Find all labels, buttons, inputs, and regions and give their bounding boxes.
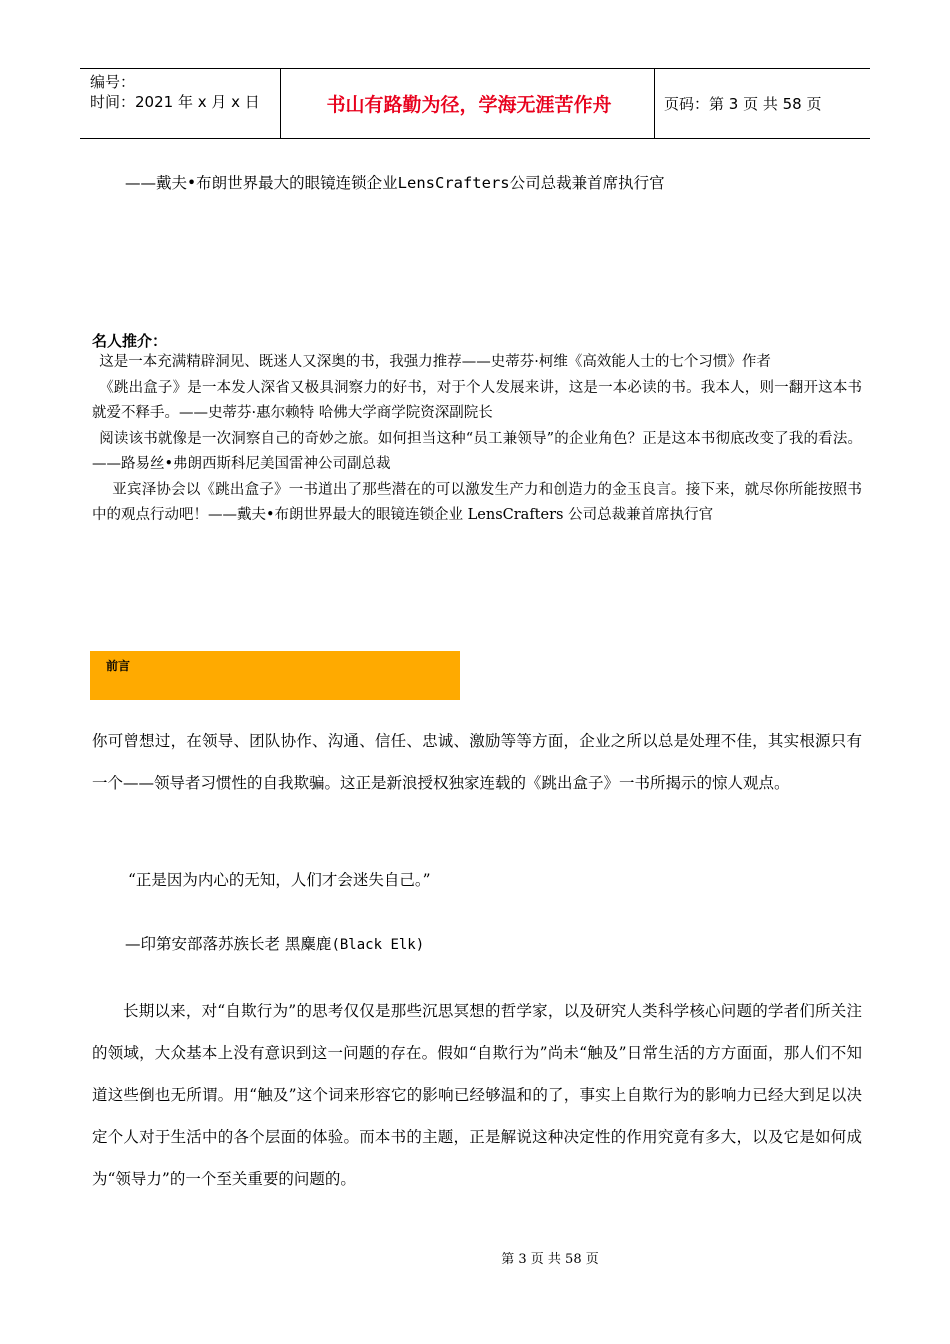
quote-signature-prefix: ——戴夫•布朗世界最大的眼镜连锁企业 <box>125 174 398 192</box>
number-label: 编号： <box>90 73 136 91</box>
header-divider <box>280 69 281 138</box>
header-page-info: 页码：第 3 页 共 58 页 <box>664 95 822 113</box>
recommendation-item: 这是一本充满精辟洞见、既迷人又深奥的书，我强力推荐——史蒂芬·柯维《高效能人士的七个习惯》作者 <box>99 354 771 370</box>
preface-banner <box>90 651 460 700</box>
recommendation-item: 阅读该书就像是一次洞察自己的奇妙之旅。如何担当这种“员工兼领导”的企业角色？正是这本书彻底改变了我的看法。——路易丝•弗朗西斯科尼美国雷神公司副总裁 <box>92 430 862 472</box>
epigraph-source-latin: (Black Elk) <box>331 937 425 953</box>
quote-signature-brand: LensCrafters <box>397 174 510 192</box>
preface-body: 长期以来，对“自欺行为”的思考仅仅是那些沉思冥想的哲学家，以及研究人类科学核心问题的学者们所关注的领域，大众基本上没有意识到这一问题的存在。假如“自欺行为”尚未“触及”日常生活的方方面面，那人们不知道这些倒也无所谓。用“触及”这个词来形容它的影响已经够温和的了，事实上自欺行为的影响力已经大到足以决定个人对于生活中的各个层面的体验。而本书的主题，正是解说这种决定性的作用究竟有多大，以及它是如何成为“领导力”的一个至关重要的问题的。 <box>92 1002 862 1188</box>
header-motto: 书山有路勤为径，学海无涯苦作舟 <box>326 94 612 116</box>
epigraph-source <box>125 932 424 954</box>
epigraph: “正是因为内心的无知，人们才会迷失自己。” <box>128 871 431 889</box>
page-header <box>80 68 870 139</box>
preface-intro: 你可曾想过，在领导、团队协作、沟通、信任、忠诚、激励等等方面，企业之所以总是处理不佳，其实根源只有一个——领导者习惯性的自我欺骗。这正是新浪授权独家连载的《跳出盒子》一书所揭示的惊人观点。 <box>92 732 862 792</box>
recommendation-item: 亚宾泽协会以《跳出盒子》一书道出了那些潜在的可以激发生产力和创造力的金玉良言。接下来，就尽你所能按照书中的观点行动吧！——戴夫•布朗世界最大的眼镜连锁企业 LensCrafters 公司总裁兼首席执行官 <box>92 481 862 523</box>
quote-signature-suffix: 公司总裁兼首席执行官 <box>509 174 665 192</box>
recommendation-item: 《跳出盒子》是一本发人深省又极具洞察力的好书，对于个人发展来讲，这是一本必读的书。我本人，则一翻开这本书就爱不释手。——史蒂芬·惠尔赖特 哈佛大学商学院资深副院长 <box>92 379 862 421</box>
header-meta <box>90 72 280 112</box>
time-label: 时间：2021 年 x 月 x 日 <box>90 93 260 111</box>
page-footer <box>0 1248 950 1267</box>
footer-page-number: 第 3 页 共 58 页 <box>501 1252 599 1267</box>
epigraph-source-prefix: —印第安部落苏族长老 黑麋鹿 <box>125 935 332 953</box>
quote-signature <box>125 171 665 193</box>
recommendations-list <box>92 350 862 529</box>
recommendations-title: 名人推介： <box>92 332 168 350</box>
preface-banner-label: 前言 <box>106 659 131 673</box>
